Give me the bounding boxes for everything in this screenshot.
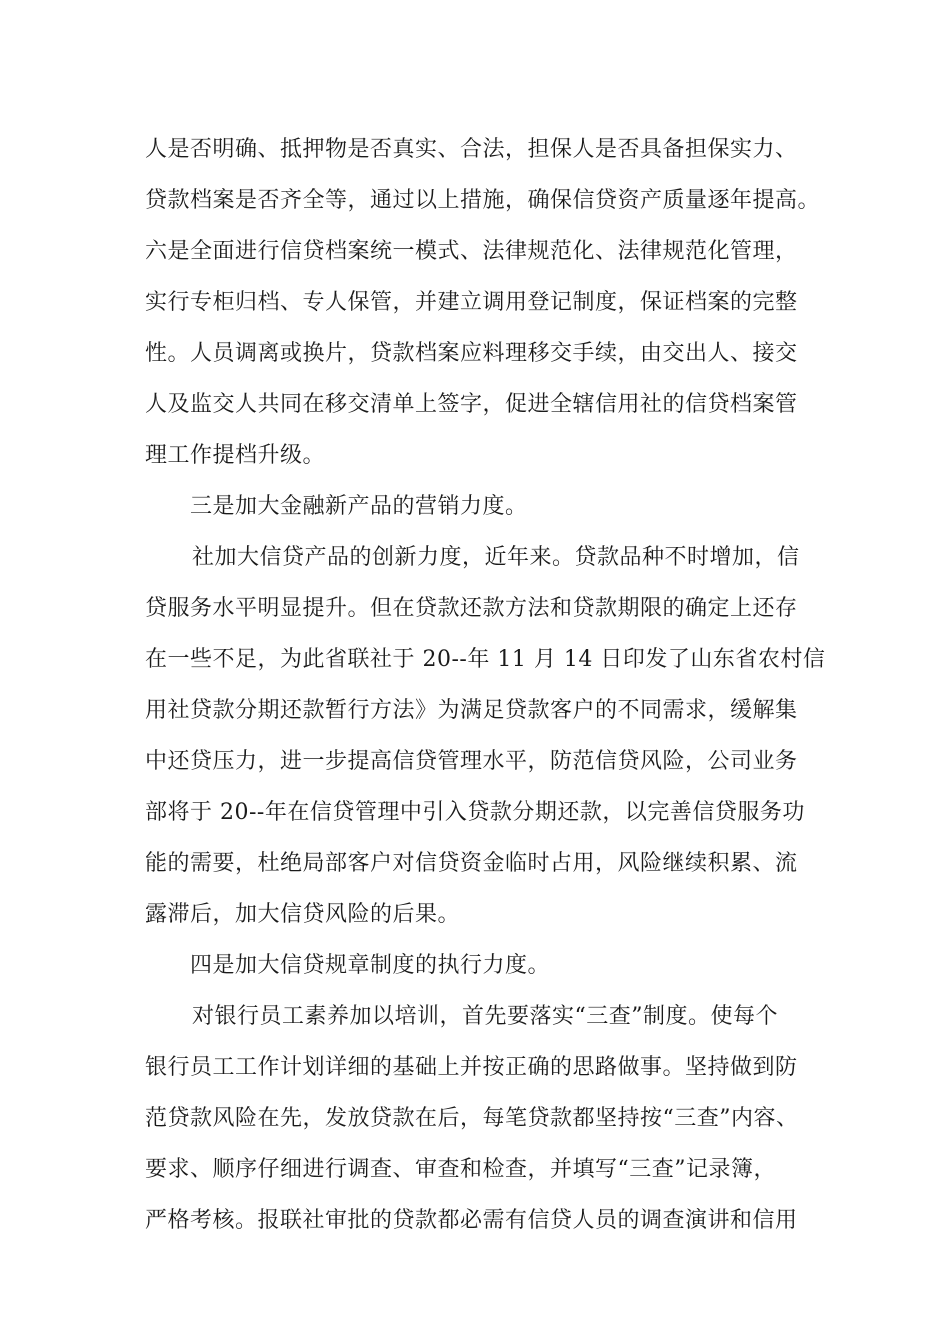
text-line: 银行员工工作计划详细的基础上并按正确的思路做事。坚持做到防 bbox=[145, 1055, 798, 1080]
text-line: 贷款档案是否齐全等，通过以上措施，确保信贷资产质量逐年提高。 bbox=[145, 188, 821, 213]
text-line: 性。人员调离或换片，贷款档案应料理移交手续，由交出人、接交 bbox=[145, 341, 798, 366]
text-line: 对银行员工素养加以培训，首先要落实“三查”制度。使每个 bbox=[192, 1004, 778, 1029]
text-line: 露滞后，加大信贷风险的后果。 bbox=[145, 902, 461, 927]
text-line: 用社贷款分期还款暂行方法》为满足贷款客户的不同需求，缓解集 bbox=[145, 698, 798, 723]
text-line: 范贷款风险在先，发放贷款在后，每笔贷款都坚持按“三查”内容、 bbox=[145, 1106, 799, 1131]
section-heading: 四是加大信贷规章制度的执行力度。 bbox=[190, 953, 551, 978]
text-line: 在一些不足，为此省联社于 20--年 11 月 14 日印发了山东省农村信 bbox=[145, 647, 826, 672]
text-line: 部将于 20--年在信贷管理中引入贷款分期还款，以完善信贷服务功 bbox=[145, 800, 805, 825]
text-line: 贷服务水平明显提升。但在贷款还款方法和贷款期限的确定上还存 bbox=[145, 596, 798, 621]
text-line: 要求、顺序仔细进行调查、审查和检查，并填写“三查”记录簿， bbox=[145, 1157, 776, 1182]
text-line: 中还贷压力，进一步提高信贷管理水平，防范信贷风险，公司业务 bbox=[145, 749, 798, 774]
text-line: 严格考核。报联社审批的贷款都必需有信贷人员的调查演讲和信用 bbox=[145, 1208, 798, 1233]
section-heading: 三是加大金融新产品的营销力度。 bbox=[190, 494, 528, 519]
text-line: 人是否明确、抵押物是否真实、合法，担保人是否具备担保实力、 bbox=[145, 137, 798, 162]
text-line: 能的需要，杜绝局部客户对信贷资金临时占用，风险继续积累、流 bbox=[145, 851, 798, 876]
text-line: 六是全面进行信贷档案统一模式、法律规范化、法律规范化管理， bbox=[145, 239, 798, 264]
text-line: 理工作提档升级。 bbox=[145, 443, 326, 468]
text-line: 社加大信贷产品的创新力度，近年来。贷款品种不时增加，信 bbox=[192, 545, 800, 570]
text-line: 人及监交人共同在移交清单上签字，促进全辖信用社的信贷档案管 bbox=[145, 392, 798, 417]
text-line: 实行专柜归档、专人保管，并建立调用登记制度，保证档案的完整 bbox=[145, 290, 798, 315]
